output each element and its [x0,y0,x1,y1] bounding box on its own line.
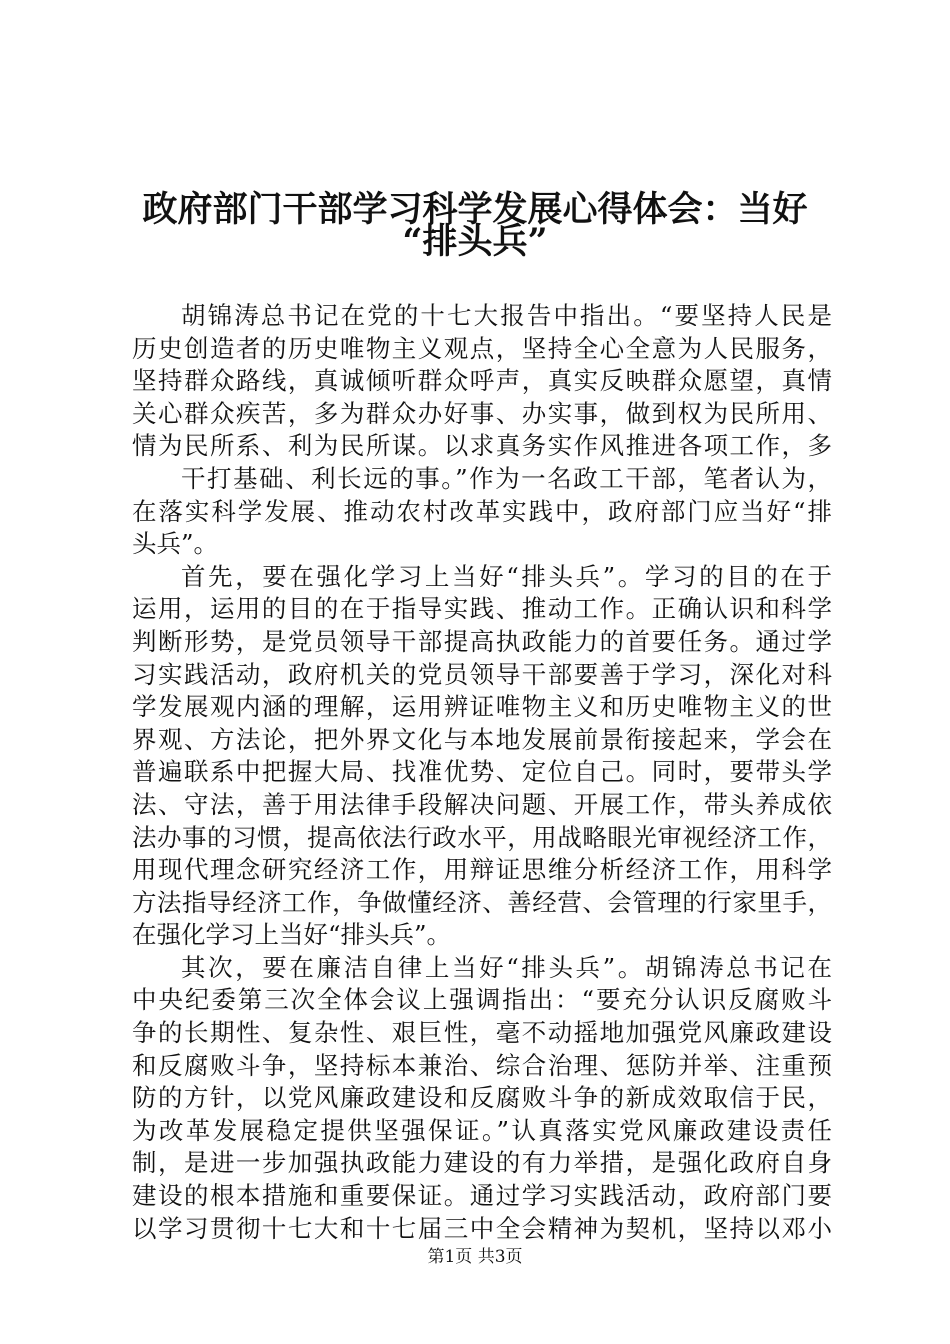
body-line: 为改革发展稳定提供坚强保证。”认真落实党风廉政建设责任 [132,1115,832,1145]
body-line: 运用，运用的目的在于指导实践、推动工作。正确认识和科学 [132,594,832,624]
body-line: 其次，要在廉洁自律上当好“排头兵”。胡锦涛总书记在 [181,952,832,982]
body-line: 防的方针，以党风廉政建设和反腐败斗争的新成效取信于民， [132,1083,832,1113]
body-line: 头兵”。 [132,529,219,559]
body-line: 坚持群众路线，真诚倾听群众呼声，真实反映群众愿望，真情 [132,366,832,396]
body-line: 学发展观内涵的理解，运用辨证唯物主义和历史唯物主义的世 [132,692,832,722]
body-line: 建设的根本措施和重要保证。通过学习实践活动，政府部门要 [132,1181,832,1211]
body-line: 中央纪委第三次全体会议上强调指出：“要充分认识反腐败斗 [132,985,832,1015]
body-line: 界观、方法论，把外界文化与本地发展前景衔接起来，学会在 [132,724,832,754]
body-line: 历史创造者的历史唯物主义观点，坚持全心全意为人民服务， [132,333,832,363]
body-line: 在强化学习上当好“排头兵”。 [132,920,452,950]
body-line: 用现代理念研究经济工作，用辩证思维分析经济工作，用科学 [132,855,832,885]
body-line: 法办事的习惯，提高依法行政水平，用战略眼光审视经济工作， [132,822,832,852]
body-line: 判断形势，是党员领导干部提高执政能力的首要任务。通过学 [132,626,832,656]
body-line: 以学习贯彻十七大和十七届三中全会精神为契机，坚持以邓小 [132,1213,832,1243]
body-line: 方法指导经济工作，争做懂经济、善经营、会管理的行家里手， [132,887,832,917]
body-line: 首先，要在强化学习上当好“排头兵”。学习的目的在于 [181,561,832,591]
body-line: 干打基础、利长远的事。”作为一名政工干部，笔者认为， [181,463,832,493]
body-line: 情为民所系、利为民所谋。以求真务实作风推进各项工作，多 [132,431,832,461]
document-body [132,300,832,1245]
document-title-line-2: “排头兵” [402,221,548,262]
body-line: 在落实科学发展、推动农村改革实践中，政府部门应当好“排 [132,496,832,526]
body-line: 争的长期性、复杂性、艰巨性，毫不动摇地加强党风廉政建设 [132,1018,832,1048]
document-title-line-1: 政府部门干部学习科学发展心得体会：当好 [142,189,808,230]
body-line: 和反腐败斗争，坚持标本兼治、综合治理、惩防并举、注重预 [132,1050,832,1080]
body-line: 法、守法，善于用法律手段解决问题、开展工作，带头养成依 [132,789,832,819]
body-line: 胡锦涛总书记在党的十七大报告中指出。“要坚持人民是 [181,301,832,330]
body-line: 制，是进一步加强执政能力建设的有力举措，是强化政府自身 [132,1148,832,1178]
body-line: 关心群众疾苦，多为群众办好事、办实事，做到权为民所用、 [132,398,832,428]
page-footer: 第1页 共3页 [427,1247,523,1267]
body-line: 普遍联系中把握大局、找准优势、定位自己。同时，要带头学 [132,757,832,787]
body-line: 习实践活动，政府机关的党员领导干部要善于学习，深化对科 [132,659,832,689]
